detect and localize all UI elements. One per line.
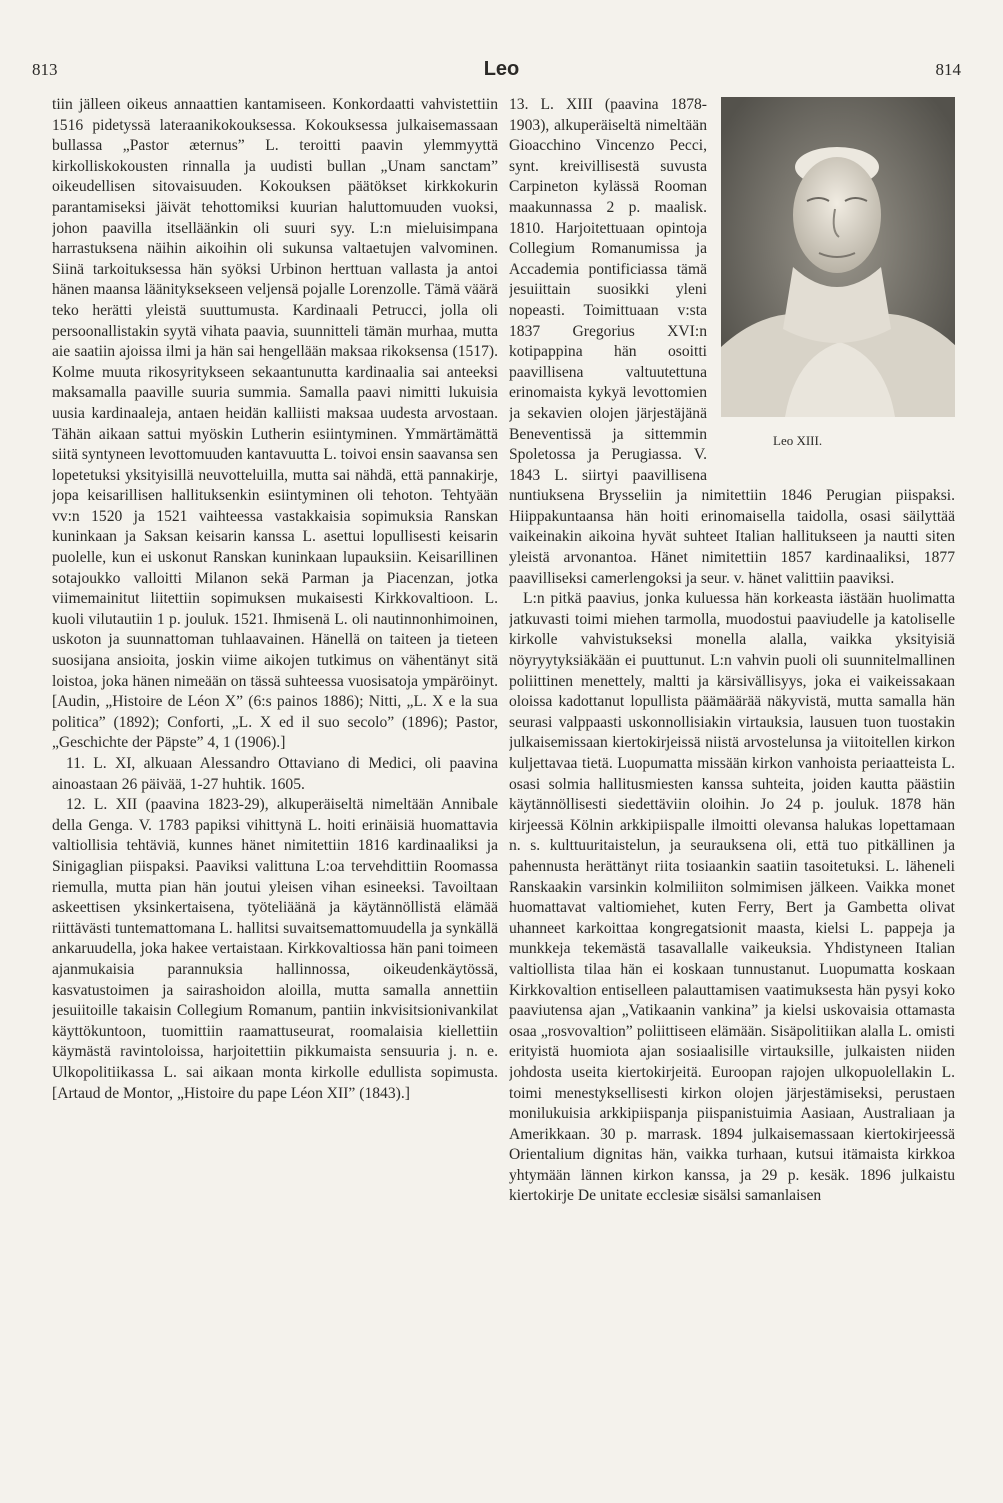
portrait-figure <box>715 97 955 462</box>
figure-caption: Leo XIII. <box>773 433 823 449</box>
paragraph: 12. L. XII (paavina 1823-29), alkuperäiseltä nimeltään Annibale della Genga. V. 1783 papiksi vihittynä L. hoiti erinäisiä huomattavia valtiollisia tehtäviä, kunnes hänet nimitettiin 1816 kardinaaliksi ja Sinigaglian piispaksi. Paaviksi valittuna L:oa tervehdittiin Roomassa riemulla, mutta pian hän joutui yleisen vihan esineeksi. Tavoiltaan askeettisen yksinkertaisena, työteliäänä ja käytännöllistä elämää riittävästi tuntemattomana L. hallitsi suvaitsemattomuudella ja synkällä ankaruudella, joka hakee vertaistaan. Kirkkovaltiossa hän pani toimeen ajanmukaisia parannuksia hallinnossa, oikeudenkäytössä, kasvatustoimen ja sairashoidon aloilla, mutta samalla annettiin jesuiitoille takaisin Collegium Romanum, pantiin inkvisitsionivankilat käyttökuntoon, tuomittiin raamattuseurat, roomalaisia kiellettiin käymästä ravintoloissa, harjoitettiin pikkumaista sensuuria j. n. e. Ulkopolitiikassa L. sai aikaan monta kirkolle edullista sopimusta. [Artaud de Montor, „Histoire du pape Léon XII” (1843).] <box>52 796 498 1102</box>
paragraph: tiin jälleen oikeus annaattien kantamiseen. Konkordaatti vahvistettiin 1516 pidetyssä lateraanikokouksessa. Kokouksessa julkaisemassaan bullassa „Pastor æternus” L. teroitti paavin ylemmyyttä kirkolliskokousten rinnalla ja uudisti bullan „Unam sanctam” oikeudellisen sitovaisuuden. Kokouksen päätökset kirkkokurin parantamiseksi jäivät tehottomiksi kuurian haluttomuuden vuoksi, johon paavilla itselläänkin oli suuri syy. L:n mieluisimpana harrastuksena näihin aikoihin oli sukunsa valtaetujen valvominen. Siinä tarkoituksessa hän syöksi Urbinon herttuan vallasta ja antoi hänen maansa läänityksekseen veljensä pojalle Lorenzolle. Tämä väärä teko herätti yleistä suuttumusta. Kardinaali Petrucci, jolla oli persoonallistakin syytä vihata paavia, suunnitteli tämän murhaa, mutta aie saatiin ajoissa ilmi ja hän sai hengellään maksaa rikoksensa (1517). Kolme muuta rikosyritykseen sekaantunutta kardinaalia sai anteeksi maksamalla paaville suuria summia. Samalla paavi nimitti lukuisia uusia kardinaaleja, antaen heidän kalliisti maksaa uudesta arvostaan. Tähän aikaan sattui myöskin Lutherin esiintyminen. Ymmärtämättä siitä syntyneen levottomuuden kantavuutta L. toivoi ensin saavansa sen lopetetuksi yksityisillä neuvotteluilla, mutta sai nähdä, että pannakirje, jopa keisarillisen hallituksenkin esiintyminen oli tehoton. Tehtyään vv:n 1520 ja 1521 vaihteessa vastakkaisia sopimuksia Ranskan kuninkaan ja Saksan keisarin kanssa L. asettui lopullisesti keisarin puolelle, kun ei uskonut Ranskan kuninkaan lupauksiin. Keisarillinen sotajoukko valloitti Milanon sekä Parman ja Piacenzan, jotka viimemainitut liitettiin sopimuksen mukaisesti Kirkkovaltioon. L. kuoli vilutautiin 1 p. jouluk. 1521. Ihmisenä L. oli nautinnonhimoinen, uskoton ja suunnattoman tuhlaavainen. Hänellä on taiteen ja tieteen suosijana ansioita, joskin viime aikojen tutkimus on vähentänyt sitä loistoa, joka hänen nimeään on tässä suhteessa vuosisatoja ympäröinyt. [Audin, „Histoire de Léon X” (6:s painos 1886); Nitti, „L. X e la sua politica” (1892); Conforti, „L. X ed il suo secolo” (1896); Pastor, „Geschichte der Päpste” 4, 1 (1906).] <box>52 96 498 752</box>
portrait-image <box>715 97 955 437</box>
page-header <box>0 0 1003 100</box>
page-number-left: 813 <box>32 60 58 79</box>
right-column <box>509 95 955 1495</box>
paragraph: 11. L. XI, alkuaan Alessandro Ottaviano di Medici, oli paavina ainoastaan 26 päivää, 1-27 huhtik. 1605. <box>52 755 498 793</box>
paragraph: L:n pitkä paavius, jonka kuluessa hän korkeasta iästään huolimatta jatkuvasti toimi miehen tarmolla, muodostui paaviudelle ja katoliselle kirkolle vahvistukseksi monella alalla, vaikka yksityisiä nöyryytyksiäkään ei puuttunut. L:n vahvin puoli oli suunnitelmallinen poliittinen menettely, maltti ja kärsivällisyys, joka ei vaikeissakaan oloissa kadottanut lopullista päämäärää näkyvistä, mutta samalla hän seurasi valppaasti uskonnollisiakin virtauksia, lausuen tuon tuostakin julkaisemissaan kiertokirjeissä niistä arvostelunsa ja viitoitellen kirkon kuljettavaa tietä. Luopumatta missään kirkon vanhoista periaatteista L. osasi solmia hallitusmiesten kanssa suhteita, joiden kautta päästiin käytännöllisesti siedettäviin oloihin. Jo 24 p. jouluk. 1878 hän kirjeessä Kölnin arkkipiispalle ilmoitti olevansa halukas lopettamaan n. s. kulttuuritaistelun, ja seurauksena oli, että tuo pitkällinen ja pahennusta herättänyt riita tosiaankin saatiin tasoitetuksi. L. läheneli Ranskaakin varsinkin kolmiliiton solmimisen jälkeen. Vaikka monet huomattavat valtiomiehet, kuten Ferry, Bert ja Gambetta olivat uhanneet karkoittaa kongregatsionit maasta, kielsi L. pappeja ja munkkeja tekemästä tasavallalle vaikeuksia. Yhdistyneen Italian valtiollista tilaa hän ei koskaan tunnustanut. Luopumatta koskaan Kirkkovaltion entiselleen palauttamisen vaatimuksesta hän pysyi koko paaviutensa ajan „Vatikaanin vankina” ja kielsi uskovaisia ottamasta osaa „rosvovaltion” poliittiseen elämään. Sisäpolitiikan alalla L. omisti erityistä huomiota ajan sosiaalisille virtauksille, julkaisten niiden johdosta useita kiertokirjeitä. Euroopan rajojen ulkopuolellakin L. toimi menestyksellisesti kirkon olojen järjestämiseksi, perustaen monilukuisia arkkipiispanja piispanistuimia Aasiaan, Australiaan ja Amerikkaan. 30 p. marrask. 1894 julkaisemassaan kiertokirjeessä Orientalium dignitas hän, vaikka turhaan, kutsui itämaista kirkkoa yhtymään lännen kirkon kanssa, ja 29 p. kesäk. 1896 julkaistu kiertokirje De unitate ecclesiæ sisälsi samanlaisen <box>509 590 955 1205</box>
running-headword: Leo <box>483 58 520 80</box>
left-column <box>52 95 498 1495</box>
page-number-right: 814 <box>935 60 961 79</box>
paragraph: 13. L. XIII (paavina 1878-1903), alkuperäiseltä nimeltään Gioacchino Vincenzo Pecci, synt. kreivillisestä suvusta Carpineton kylässä Rooman maakunnassa 2 p. maalisk. 1810. Harjoitettuaan opintoja Collegium Romanumissa ja Accademia pontificiassa tämä jesuiittain suosikki yleni nopeasti. Toimittuaan v:sta 1837 Gregorius XVI:n kotipappina hän osoitti paavillisena valtuutettuna erinomaista kykyä levottomien ja sekavien olojen järjestäjänä Beneventissä ja sittemmin Spoletossa ja Perugiassa. V. 1843 L. siirtyi paavillisena nuntiuksena Brysseliin ja nimitettiin 1846 Perugian piispaksi. Hiippakuntaansa hän hoiti erinomaisella taidolla, osasi säilyttää vaikeinakin aikoina hyvät suhteet Italian hallitukseen ja nautti siten yleistä arvonantoa. Hänet nimitettiin 1857 kardinaaliksi, 1877 paavilliseksi camerlengoksi ja seur. v. hänet valittiin paaviksi. <box>509 96 955 587</box>
